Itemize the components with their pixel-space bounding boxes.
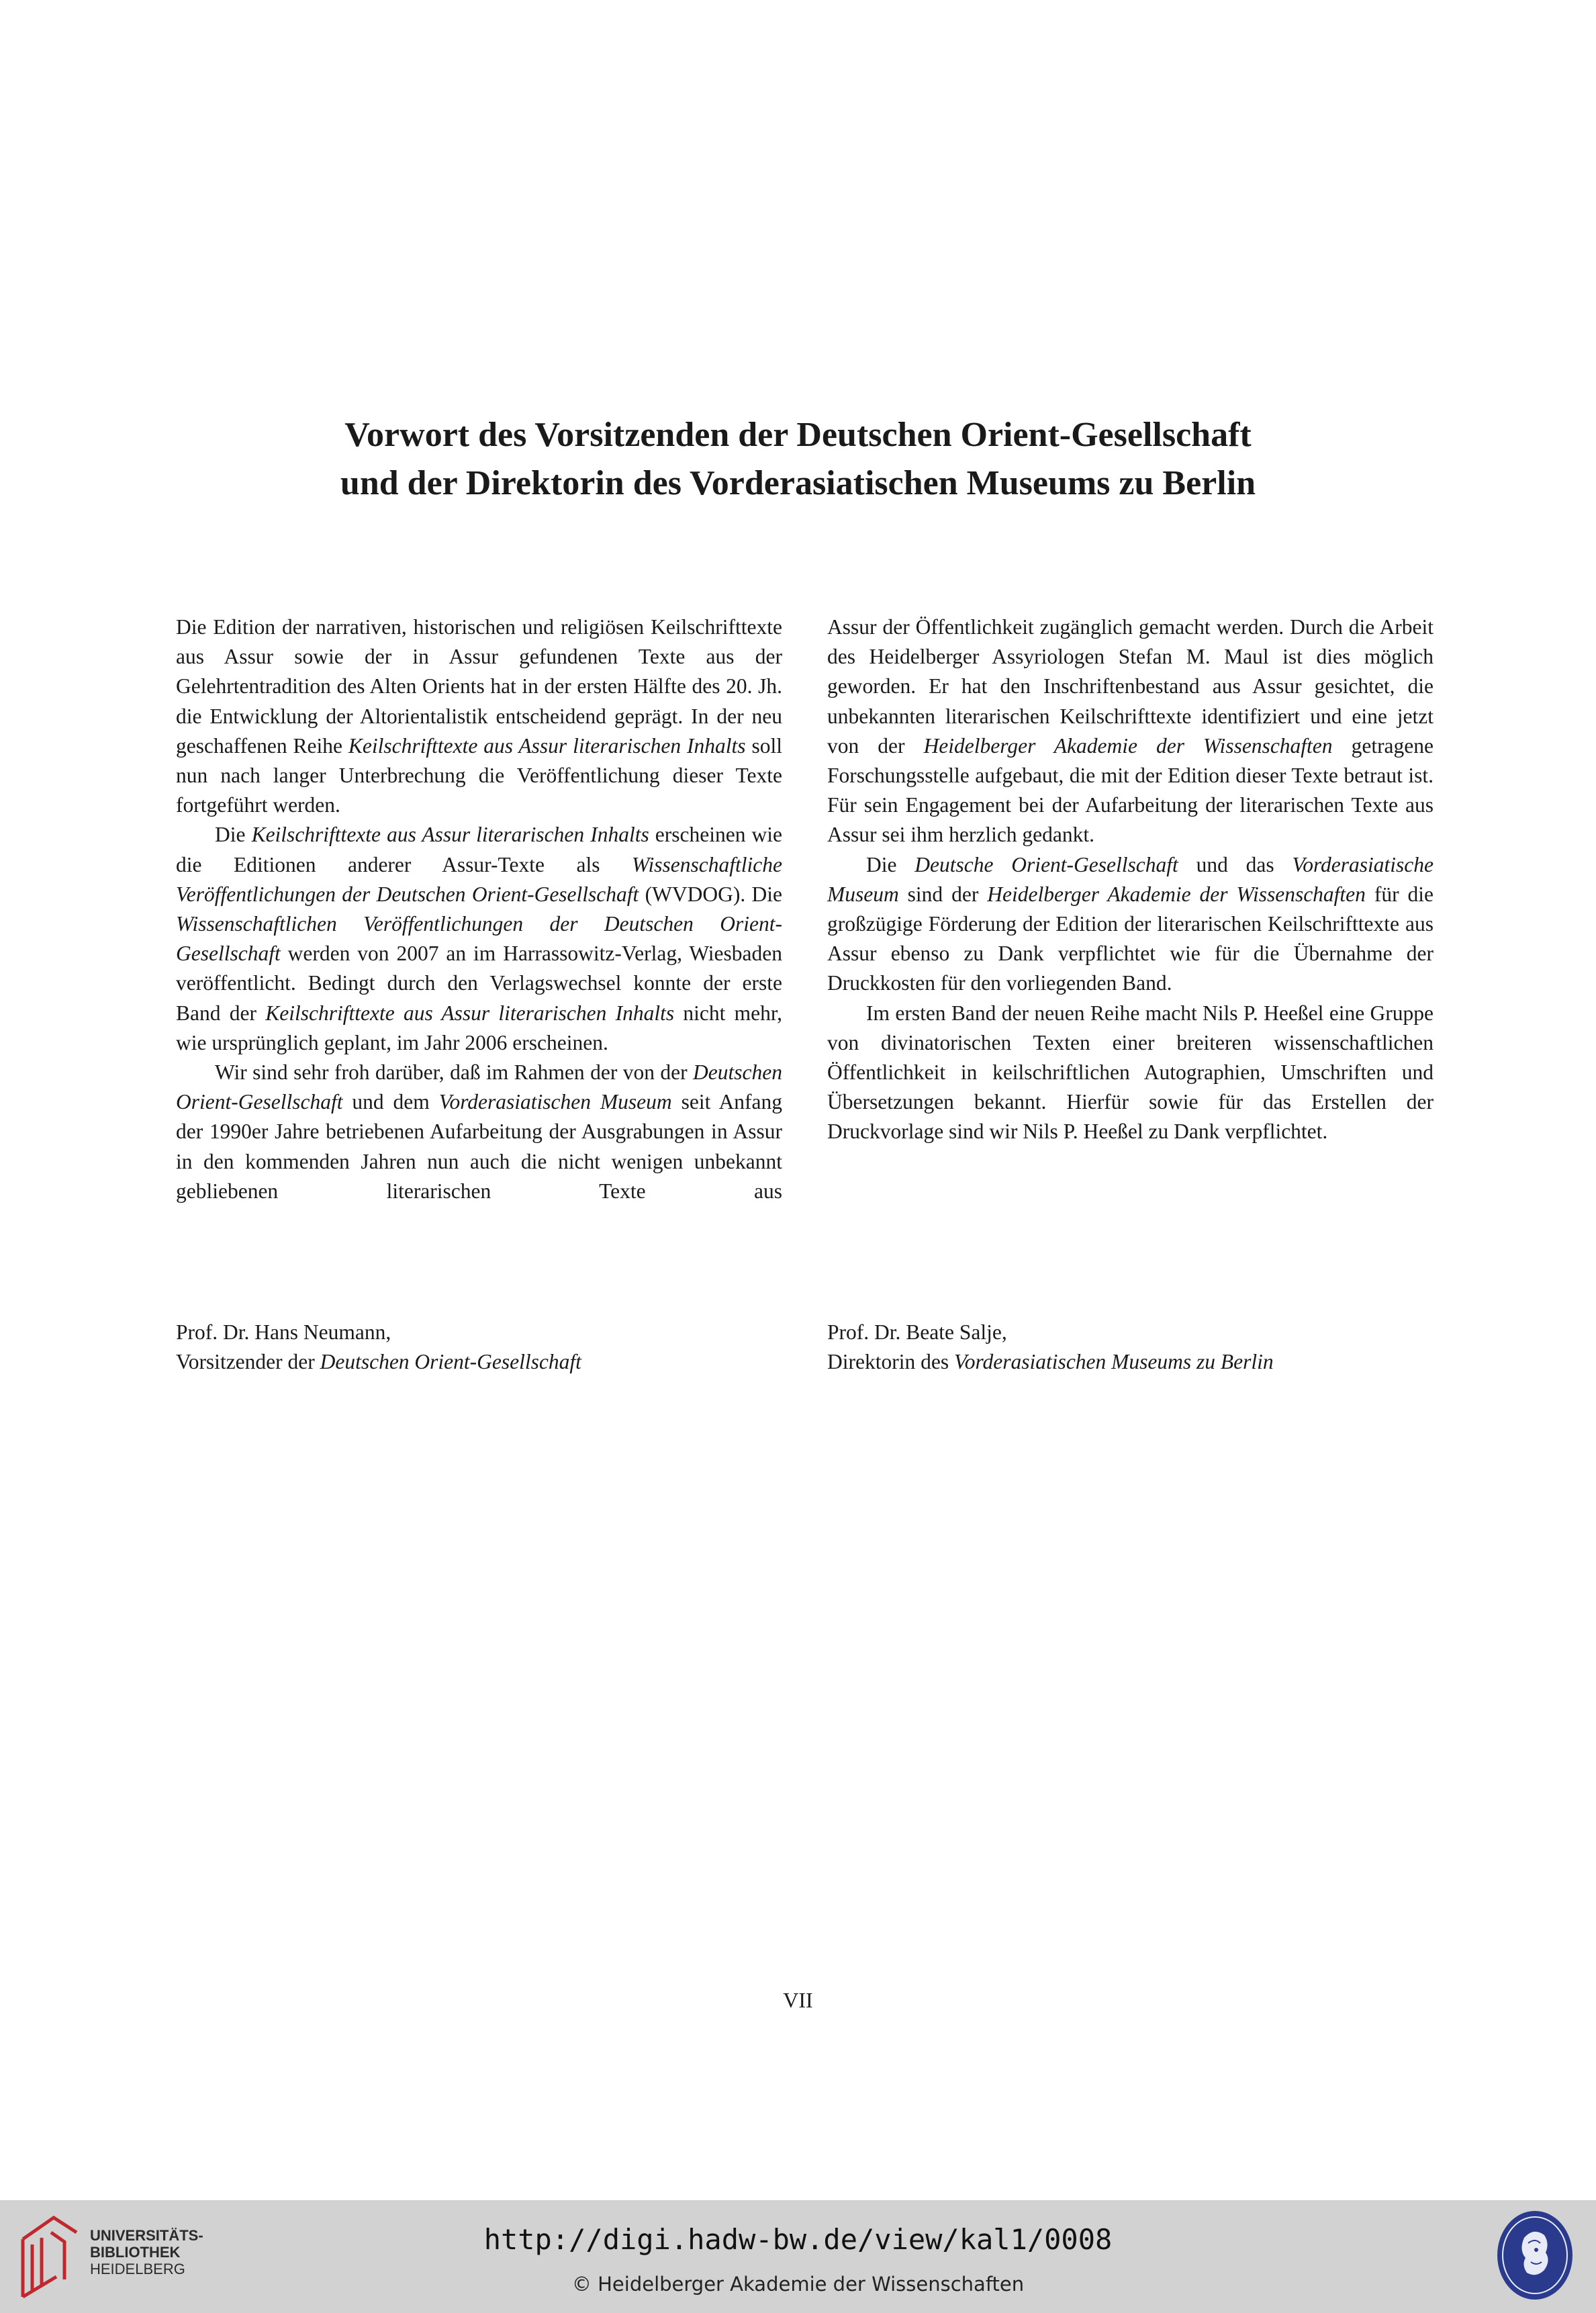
- academy-seal-icon: [1495, 2208, 1575, 2302]
- paragraph-3-continued: [827, 613, 1434, 850]
- logo-text-line: BIBLIOTHEK: [90, 2244, 181, 2261]
- page-number: VII: [783, 1988, 813, 2012]
- text-run: erscheinen wie die Editionen anderer Assur-Texte als: [176, 823, 783, 876]
- text-run: und das: [1178, 852, 1293, 876]
- title-line-1: Vorwort des Vorsitzenden der Deutschen Orient-Gesellschaft: [344, 416, 1252, 454]
- text-run: Im ersten Band der neuen Reihe macht Nils P. Heeßel eine Gruppe von divinatorischen Texten einer breiteren wissenschaftlichen Öffentlichkeit in keilschriftlichen Autographien, Umschriften und Übersetzungen bekannt. Hierfür sowie für das Erstellen der Druckvorlage sind wir Nils P. Heeßel zu Dank verpflichtet.: [827, 1001, 1434, 1144]
- signature-right: [827, 1318, 1274, 1377]
- text-run: Assur der Öffentlichkeit zugänglich gemacht werden. Durch die Arbeit des Heidelberger Assyriologen Stefan M. Maul ist dies möglich geworden. Er hat den Inschriftenbestand aus Assur gesichtet, die unbekannten literarischen Keilschrifttexte identifiziert und eine jetzt von der: [827, 615, 1434, 758]
- role-organization: Vorderasiatischen Museums zu Berlin: [953, 1350, 1274, 1373]
- role-organization: Deutschen Orient-Gesellschaft: [320, 1350, 581, 1373]
- page-title: [0, 411, 1596, 508]
- text-run: nicht mehr, wie ursprünglich geplant, im Jahr 2006 erscheinen.: [176, 1001, 782, 1054]
- italic-run: Keilschrifttexte aus Assur literarischen Inhalts: [348, 733, 746, 758]
- text-run: Die: [215, 823, 252, 847]
- text-run: Die: [866, 852, 915, 876]
- footer-bar: [0, 2200, 1596, 2313]
- source-url-link[interactable]: http://digi.hadw-bw.de/view/kal1/0008: [483, 2223, 1113, 2256]
- paragraph-2: [176, 820, 782, 1058]
- text-run: und dem: [342, 1090, 439, 1114]
- text-run: getragene Forschungsstelle aufgebaut, die mit der Edition dieser Texte betraut ist. Für sein Engagement bei der Aufarbeitung der literarischen Texte aus Assur sei ihm herzlich gedankt.: [827, 733, 1434, 847]
- signatory-role: [176, 1347, 581, 1377]
- paragraph-3-start: [176, 1058, 782, 1206]
- text-run: (WVDOG). Die: [639, 882, 782, 906]
- logo-text-line: HEIDELBERG: [90, 2261, 185, 2277]
- role-text: Vorsitzender der: [176, 1350, 320, 1373]
- title-line-2: und der Direktorin des Vorderasiatischen Museums zu Berlin: [340, 464, 1256, 502]
- role-text: Direktorin des: [827, 1350, 954, 1373]
- italic-run: Deutsche Orient-Gesellschaft: [914, 852, 1178, 876]
- paragraph-5: [827, 999, 1434, 1147]
- text-column-left: [176, 613, 782, 1206]
- text-run: seit Anfang der 1990er Jahre betriebenen Aufarbeitung der Ausgrabungen in Assur in den kommenden Jahren nun auch die nicht wenigen unbekannt gebliebenen literarischen Texte aus: [176, 1090, 782, 1203]
- italic-run: Wissenschaftliche Veröffentlichungen der Deutschen Orient-Gesellschaft: [176, 852, 782, 906]
- signatory-name: Prof. Dr. Beate Salje,: [827, 1320, 1007, 1344]
- text-run: Wir sind sehr froh darüber, daß im Rahmen der von der: [215, 1060, 694, 1085]
- signature-left: [176, 1318, 581, 1377]
- paragraph-1: [176, 613, 782, 820]
- paragraph-4: [827, 850, 1434, 999]
- signatory-name: Prof. Dr. Hans Neumann,: [176, 1320, 391, 1344]
- text-run: werden von 2007 an im Harrassowitz-Verlag, Wiesbaden veröffentlicht. Bedingt durch den Verlagswechsel konnte der erste Band der: [176, 942, 782, 1025]
- italic-run: Wissenschaftlichen Veröffentlichungen der Deutschen Orient-Gesellschaft: [176, 912, 782, 966]
- italic-run: Vorderasiatische Museum: [827, 852, 1434, 906]
- text-run: sind der: [898, 882, 988, 906]
- text-run: Die Edition der narrativen, historischen und religiösen Keilschrifttexte aus Assur sowie der in Assur gefundenen Texte aus der Gelehrtentradition des Alten Orients hat in der ersten Hälfte des 20. Jh. die Entwicklung der Altorientalistik entscheidend geprägt. In der neu geschaffenen Reihe: [176, 615, 782, 758]
- text-run: soll nun nach langer Unterbrechung die Veröffentlichung dieser Texte fortgeführt werden.: [176, 733, 782, 817]
- copyright-notice: © Heidelberger Akademie der Wissenschaften: [571, 2273, 1025, 2296]
- italic-run: Heidelberger Akademie der Wissenschaften: [923, 733, 1333, 758]
- logo-text-line: UNIVERSITÄTS-: [90, 2227, 203, 2244]
- italic-run: Deutschen Orient-Gesellschaft: [176, 1060, 782, 1114]
- text-run: für die großzügige Förderung der Edition der literarischen Keilschrifttexte aus Assur ebenso zu Dank verpflichtet wie für die Übernahme der Druckkosten für den vorliegenden Band.: [827, 882, 1434, 995]
- italic-run: Keilschrifttexte aus Assur literarischen Inhalts: [265, 1001, 675, 1025]
- italic-run: Vorderasiatischen Museum: [438, 1090, 672, 1114]
- text-column-right: [827, 613, 1434, 1147]
- italic-run: Keilschrifttexte aus Assur literarischen Inhalts: [251, 823, 649, 847]
- italic-run: Heidelberger Akademie der Wissenschaften: [987, 882, 1366, 906]
- signatory-role: [827, 1347, 1274, 1377]
